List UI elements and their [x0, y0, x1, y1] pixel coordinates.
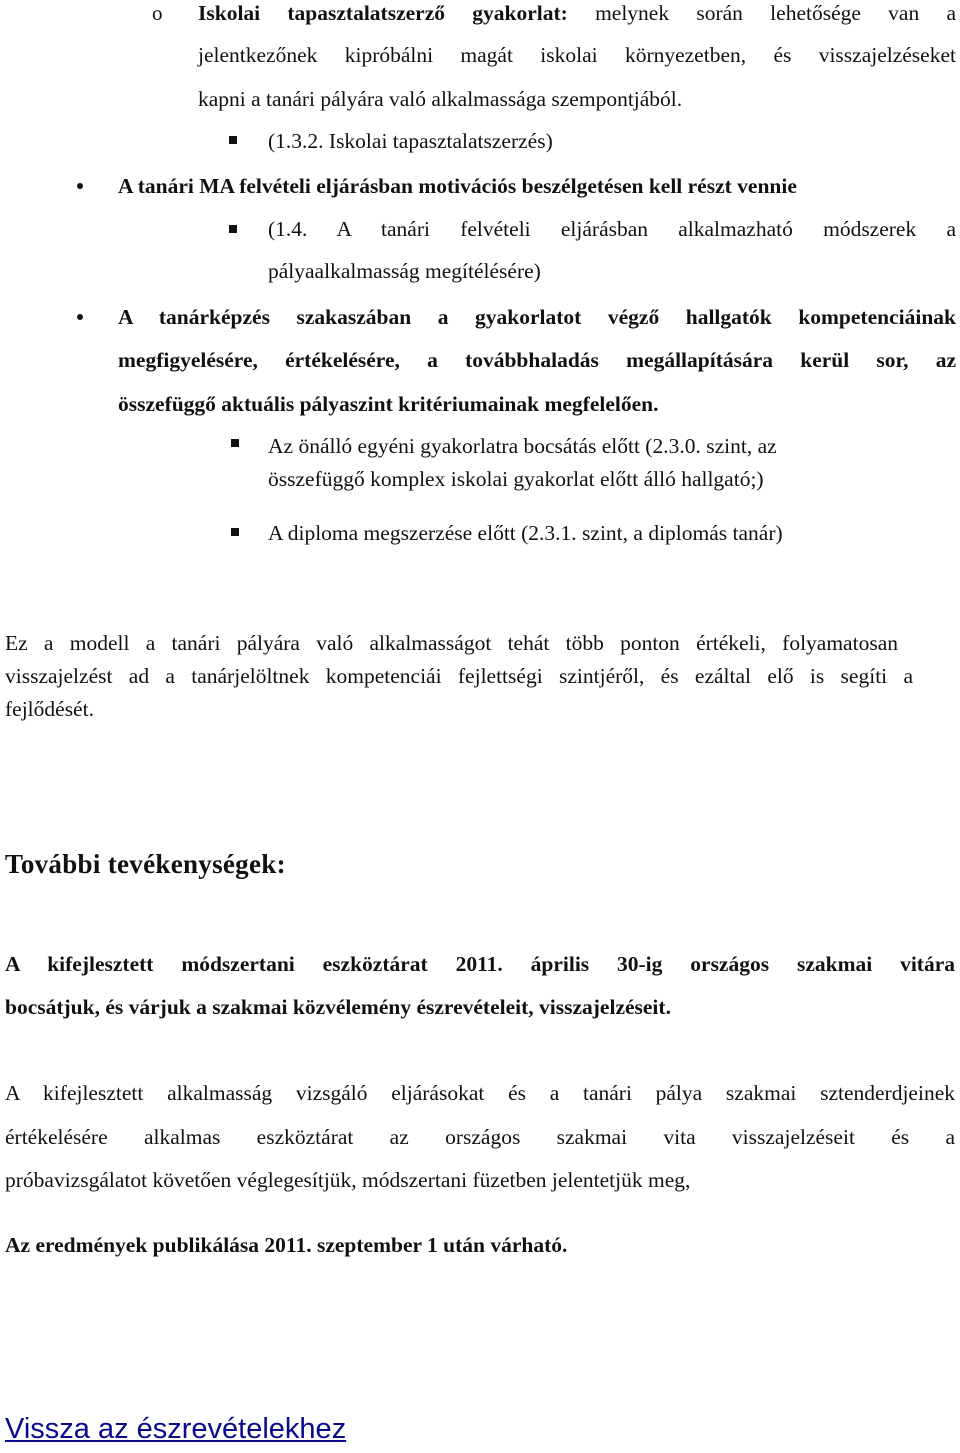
bullet-item-2-line2: megfigyelésére, értékelésére, a továbbhaladás megállapítására kerül sor, az — [118, 348, 956, 372]
bold-paragraph-line2: bocsátjuk, és várjuk a szakmai közvélemény észrevételeit, visszajelzéseit. — [5, 995, 671, 1019]
back-to-comments-link[interactable]: Vissza az észrevételekhez — [5, 1413, 347, 1445]
bullet-item-2-line1: A tanárképzés szakaszában a gyakorlatot végző hallgatók kompetenciáinak — [118, 305, 956, 329]
bullet-item-1: A tanári MA felvételi eljárásban motivációs beszélgetésen kell részt vennie — [118, 174, 797, 198]
paragraph-2-line3: próbavizsgálatot követően véglegesítjük, módszertani füzetben jelentetjük meg, — [5, 1168, 691, 1192]
paragraph-2-line1: A kifejlesztett alkalmasság vizsgáló eljárásokat és a tanári pálya szakmai sztenderdjeinek — [5, 1081, 955, 1105]
sub-item-4: A diploma megszerzése előtt (2.3.1. szint, a diplomás tanár) — [268, 521, 783, 545]
paragraph-2-line2: értékelésére alkalmas eszköztárat az országos szakmai vita visszajelzéseit és a — [5, 1125, 955, 1149]
square-bullet-icon — [229, 136, 237, 144]
sub-item-3-line2: összefüggő komplex iskolai gyakorlat előtt álló hallgató;) — [268, 467, 764, 491]
result-note: Az eredmények publikálása 2011. szeptember 1 után várható. — [5, 1233, 568, 1257]
list-item-o-line2: jelentkezőnek kipróbálni magát iskolai környezetben, és visszajelzéseket — [198, 43, 956, 67]
square-bullet-icon — [229, 225, 237, 233]
list-item-o-line3: kapni a tanári pályára való alkalmassága szempontjából. — [198, 87, 683, 111]
sub-item-3-line1: Az önálló egyéni gyakorlatra bocsátás előtt (2.3.0. szint, az — [268, 434, 777, 458]
bullet-dot-icon — [77, 314, 83, 320]
list-item-o-text: melynek során lehetősége van a — [595, 1, 957, 25]
list-item-o-line1 — [198, 1, 956, 25]
bold-paragraph-line1: A kifejlesztett módszertani eszköztárat 2011. április 30-ig országos szakmai vitára — [5, 952, 955, 976]
square-bullet-icon — [231, 439, 239, 447]
paragraph-1-line1: Ez a modell a tanári pályára való alkalmasságot tehát több ponton értékeli, folyamatosan — [5, 631, 898, 655]
bullet-item-2-line3: összefüggő aktuális pályaszint kritériumainak megfelelően. — [118, 392, 659, 416]
square-bullet-icon — [231, 528, 239, 536]
sub-item-1: (1.3.2. Iskolai tapasztalatszerzés) — [268, 129, 553, 153]
section-heading: További tevékenységek: — [5, 849, 286, 879]
bullet-dot-icon — [77, 183, 83, 189]
list-marker-o: o — [152, 1, 163, 25]
paragraph-1-line2: visszajelzést ad a tanárjelöltnek kompetenciái fejlettségi szintjéről, és ezáltal elő is segíti a — [5, 664, 913, 688]
paragraph-1-line3: fejlődését. — [5, 697, 94, 721]
list-item-o-label: Iskolai tapasztalatszerző gyakorlat: — [198, 1, 568, 25]
sub-item-2-line1: (1.4. A tanári felvételi eljárásban alkalmazható módszerek a — [268, 217, 956, 241]
sub-item-2-line2: pályaalkalmasság megítélésére) — [268, 259, 541, 283]
